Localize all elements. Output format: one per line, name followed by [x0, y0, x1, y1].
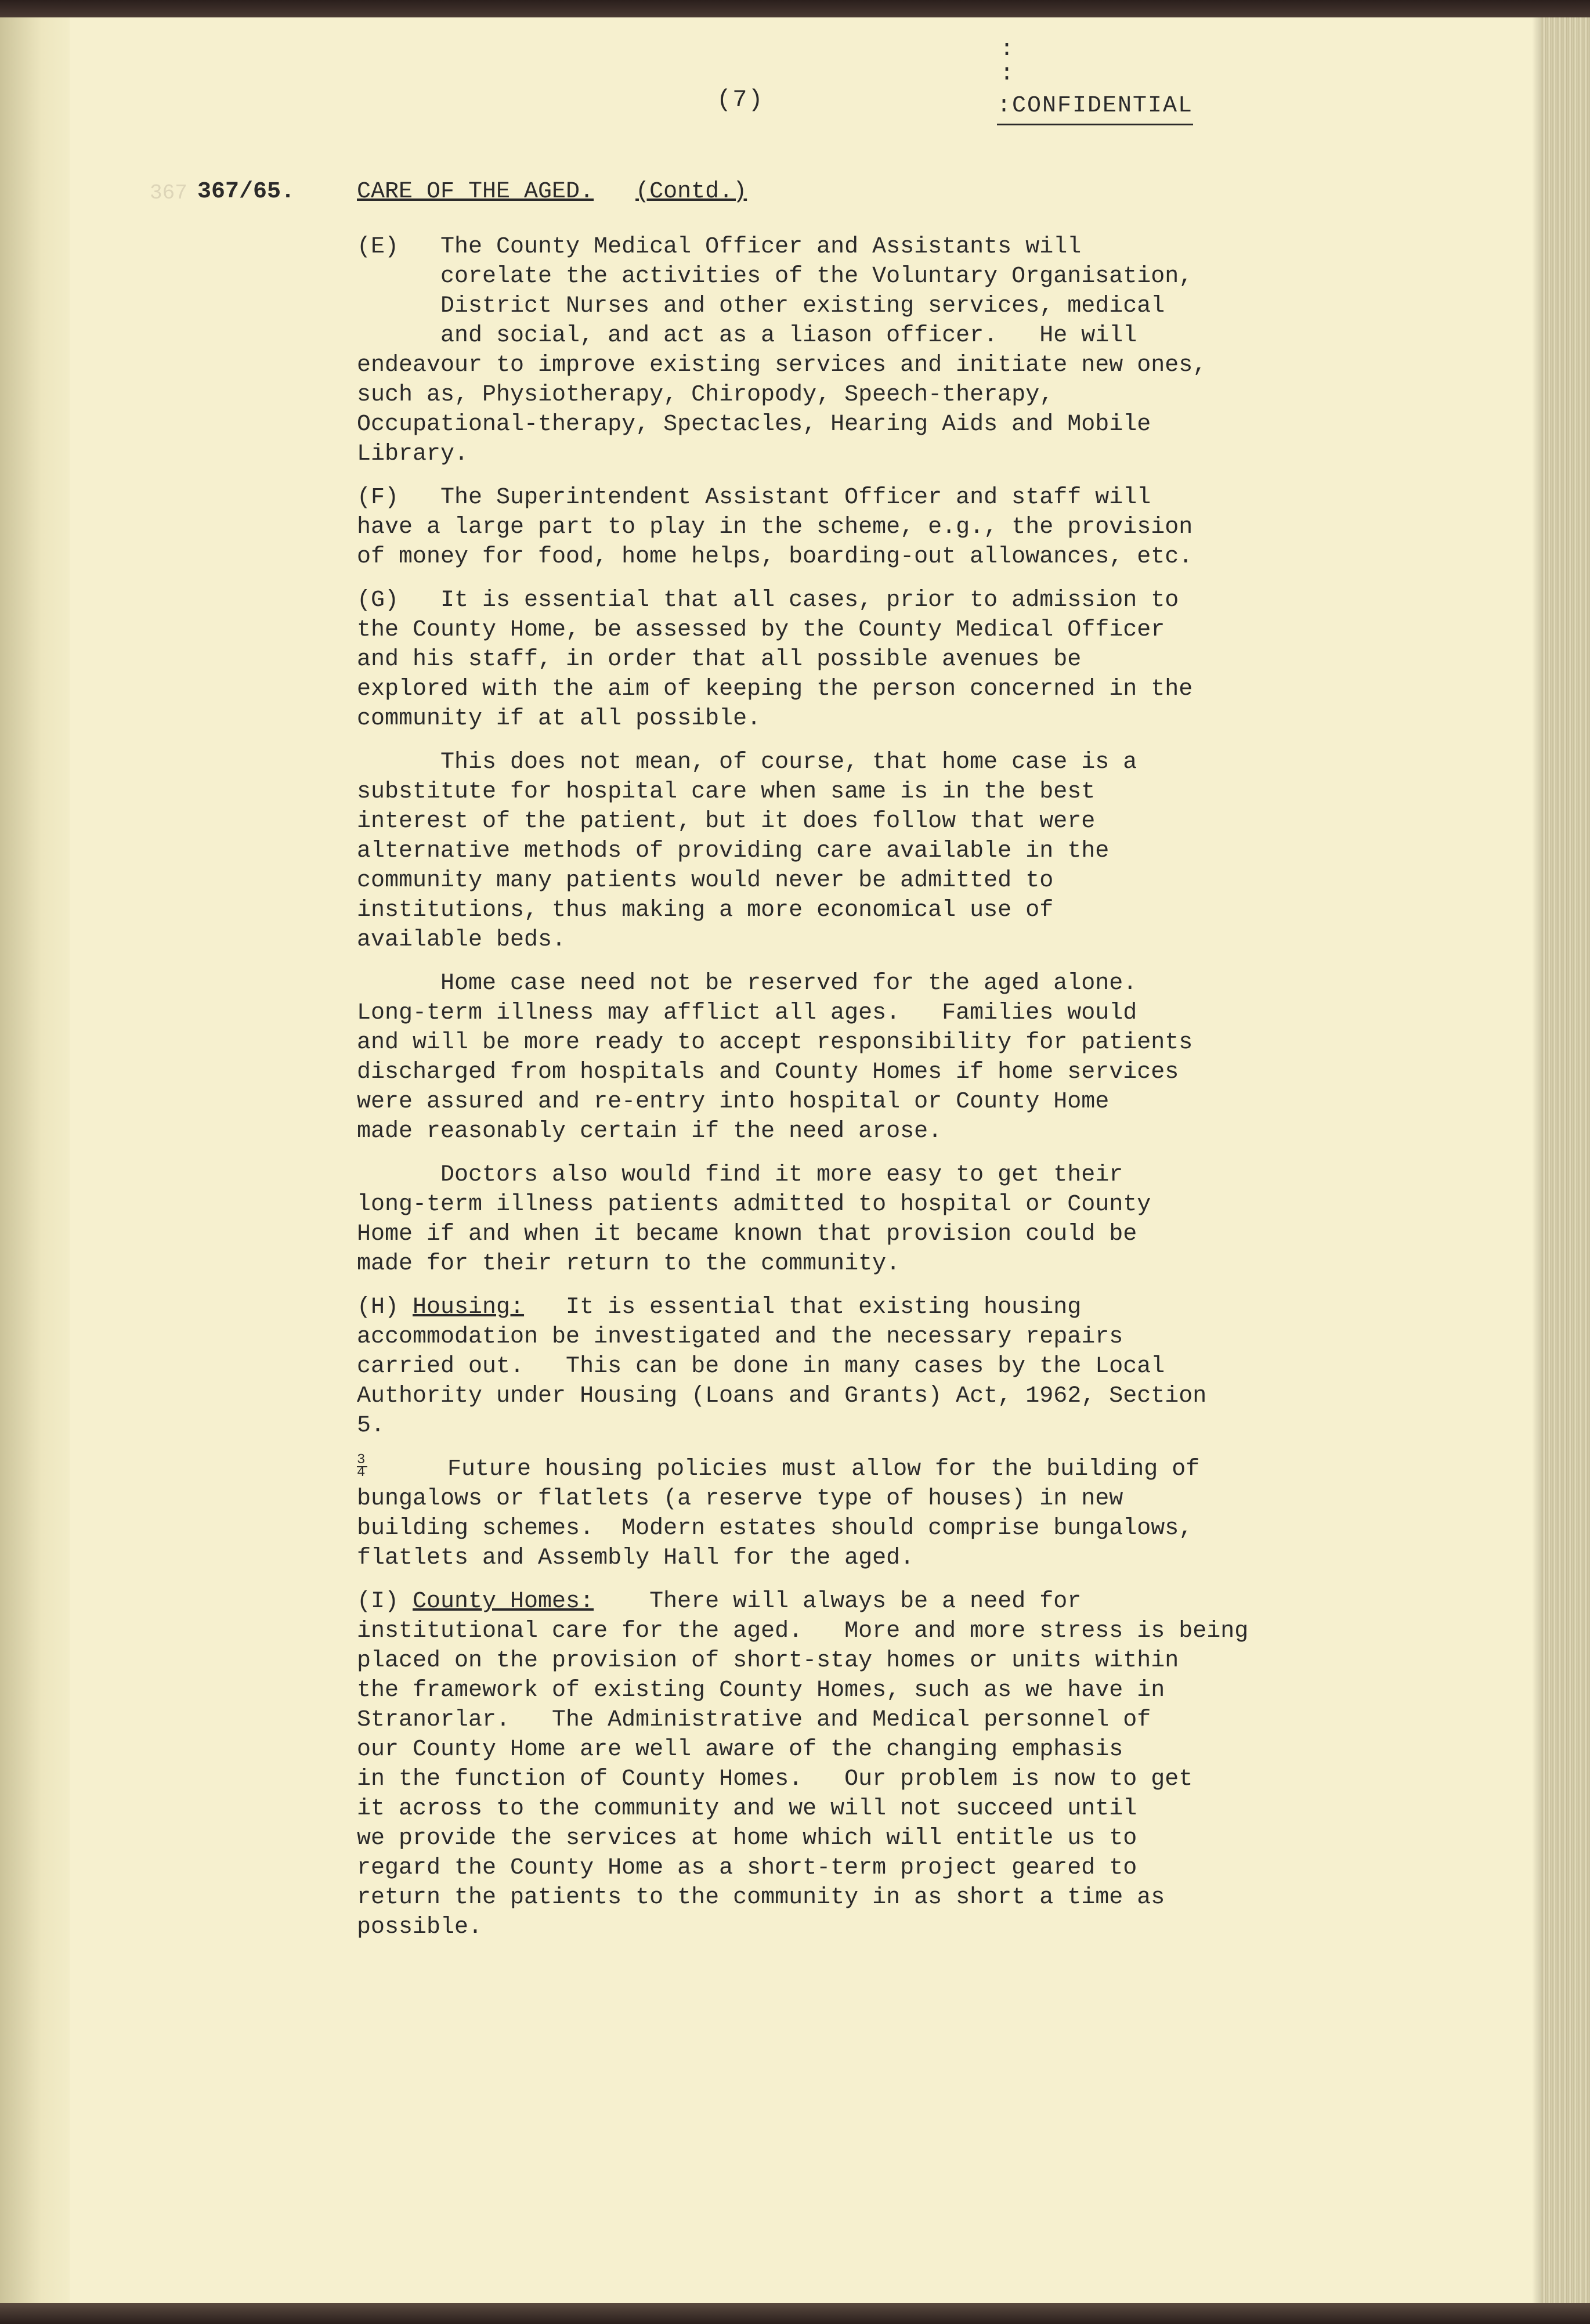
text-line: and his staff, in order that all possible avenues be	[357, 647, 1082, 673]
text-line: our County Home are well aware of the changing emphasis	[357, 1737, 1123, 1763]
text-line: regard the County Home as a short-term project geared to	[357, 1855, 1137, 1881]
stacked-page-edges	[1541, 17, 1590, 2303]
text-line: such as, Physiotherapy, Chiropody, Speech-therapy,	[357, 382, 1054, 408]
text-line: institutions, thus making a more economical use of	[357, 897, 1054, 923]
text-line: This does not mean, of course, that home case is a	[357, 749, 1137, 775]
item-reference-number: 367/65.	[197, 179, 295, 205]
text-line: (G) It is essential that all cases, prior to admission to	[357, 587, 1179, 614]
text-line: Library.	[357, 441, 469, 467]
text-line: 5.	[357, 1413, 385, 1439]
text-line: placed on the provision of short-stay homes or units within	[357, 1648, 1179, 1674]
text-line: Doctors also would find it more easy to get their	[357, 1162, 1123, 1188]
paragraph-label: (I)	[357, 1589, 413, 1615]
faint-bleed-through: 367	[150, 181, 187, 205]
header-colons: : :	[999, 37, 1014, 87]
text-line: community many patients would never be admitted to	[357, 868, 1054, 894]
text-line: Occupational-therapy, Spectacles, Hearing Aids and Mobile	[357, 412, 1151, 438]
paragraph-g	[357, 586, 1448, 734]
text-line: return the patients to the community in as short a time as	[357, 1885, 1165, 1911]
text-line: it across to the community and we will not succeed until	[357, 1796, 1137, 1822]
text-line: (F) The Superintendent Assistant Officer and staff will	[357, 485, 1151, 511]
text-line: bungalows or flatlets (a reserve type of houses) in new	[357, 1486, 1123, 1512]
text-line: made reasonably certain if the need arose.	[357, 1118, 942, 1145]
paragraph-i	[357, 1587, 1448, 1942]
scan-bottom-border	[0, 2303, 1590, 2324]
text-line: in the function of County Homes. Our problem is now to get	[357, 1766, 1193, 1792]
text-line: (E) The County Medical Officer and Assistants will	[357, 234, 1082, 260]
text-line: Long-term illness may afflict all ages. Families would	[357, 1000, 1137, 1026]
text-line: institutional care for the aged. More and more stress is being	[357, 1618, 1249, 1644]
text-line: endeavour to improve existing services and initiate new ones,	[357, 352, 1207, 378]
text-line: of money for food, home helps, boarding-out allowances, etc.	[357, 544, 1193, 570]
paragraph-h	[357, 1293, 1448, 1441]
text-line	[357, 1587, 1448, 1616]
text-line	[357, 1293, 1448, 1322]
text-line: long-term illness patients admitted to hospital or County	[357, 1192, 1151, 1218]
text-line: Home case need not be reserved for the aged alone.	[357, 970, 1137, 997]
paragraph-g-continued-2	[357, 969, 1448, 1146]
text-line: were assured and re-entry into hospital or County Home	[357, 1089, 1110, 1115]
text-line: and social, and act as a liason officer. He will	[357, 323, 1137, 349]
text-line: Authority under Housing (Loans and Grants) Act, 1962, Section	[357, 1383, 1207, 1409]
text-line: District Nurses and other existing services, medical	[357, 293, 1165, 319]
paragraph-g-continued-3	[357, 1160, 1448, 1279]
text-line: alternative methods of providing care available in the	[357, 838, 1110, 864]
text-line: Home if and when it became known that provision could be	[357, 1221, 1137, 1247]
scan-top-border	[0, 0, 1590, 17]
text-line: accommodation be investigated and the necessary repairs	[357, 1324, 1123, 1350]
page-number: (7)	[717, 86, 764, 114]
text-fragment: There will always be a need for	[594, 1589, 1082, 1615]
text-line: discharged from hospitals and County Homes if home services	[357, 1059, 1179, 1085]
heading-title: CARE OF THE AGED.	[357, 179, 594, 205]
text-line: community if at all possible.	[357, 706, 761, 732]
section-heading	[357, 179, 747, 205]
text-line: we provide the services at home which will entitle us to	[357, 1825, 1137, 1852]
county-homes-subheading: County Homes:	[413, 1589, 594, 1615]
text-line	[357, 1452, 1448, 1484]
heading-contd: (Contd.)	[635, 179, 747, 205]
text-line: flatlets and Assembly Hall for the aged.	[357, 1545, 915, 1571]
text-line: have a large part to play in the scheme, e.g., the provision	[357, 514, 1193, 540]
text-line: the framework of existing County Homes, such as we have in	[357, 1677, 1165, 1704]
text-line: building schemes. Modern estates should comprise bungalows,	[357, 1515, 1193, 1542]
text-line: made for their return to the community.	[357, 1251, 901, 1277]
text-fragment: It is essential that existing housing	[524, 1294, 1082, 1320]
paragraph-f	[357, 483, 1448, 572]
fraction-mark: $\frac{3}{4}$	[357, 1455, 392, 1479]
text-line: the County Home, be assessed by the County Medical Officer	[357, 617, 1165, 643]
text-line: available beds.	[357, 927, 566, 953]
text-line: corelate the activities of the Voluntary Organisation,	[357, 264, 1193, 290]
text-fragment: Future housing policies must allow for the building of	[447, 1456, 1200, 1482]
paragraph-g-continued-1	[357, 748, 1448, 955]
housing-subheading: Housing:	[413, 1294, 525, 1320]
text-line: carried out. This can be done in many cases by the Local	[357, 1354, 1165, 1380]
book-gutter	[0, 17, 70, 2303]
paragraph-h-continued	[357, 1452, 1448, 1573]
text-line: interest of the patient, but it does follow that were	[357, 809, 1096, 835]
confidential-label: :CONFIDENTIAL	[997, 93, 1193, 125]
text-line: substitute for hospital care when same is in the best	[357, 779, 1096, 805]
document-body	[357, 232, 1448, 1942]
text-line: possible.	[357, 1914, 483, 1940]
paragraph-e	[357, 232, 1448, 469]
text-line: and will be more ready to accept responsibility for patients	[357, 1030, 1193, 1056]
text-line: explored with the aim of keeping the person concerned in the	[357, 676, 1193, 702]
paragraph-label: (H)	[357, 1294, 413, 1320]
text-line: Stranorlar. The Administrative and Medical personnel of	[357, 1707, 1151, 1733]
